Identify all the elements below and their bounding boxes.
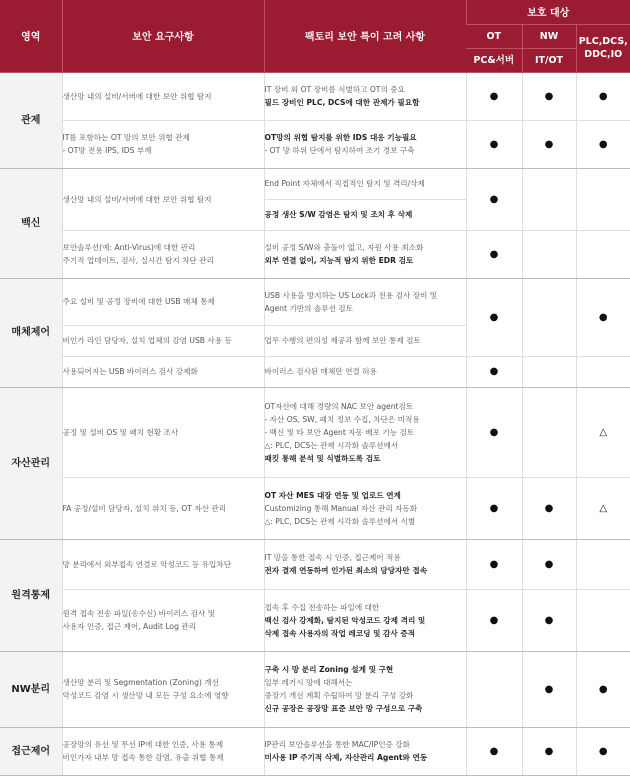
- nw-mark: [522, 387, 576, 477]
- plc-mark: ●: [576, 278, 630, 356]
- requirement-cell: FA 공정/설비 담당자, 설치 위치 등, OT 자산 관리: [62, 477, 264, 539]
- header-nw-sub: IT/OT: [522, 48, 576, 72]
- requirement-cell: 생산망 내의 설비/서버에 대한 보안 위협 탐지: [62, 168, 264, 230]
- plc-mark: △: [576, 477, 630, 539]
- header-area: 영역: [0, 0, 62, 72]
- factory-cell: IT 장비 외 OT 장비를 식별하고 OT의 중요 필드 장비인 PLC, DCS에 대한 관제가 필요함: [264, 72, 466, 120]
- nw-mark: ●: [522, 477, 576, 539]
- header-requirement: 보안 요구사항: [62, 0, 264, 72]
- plc-mark: ●: [576, 727, 630, 775]
- factory-cell: 업무 수행의 편의성 제공과 함께 보안 통제 검토: [264, 325, 466, 356]
- factory-cell: IT 망을 통한 접속 시 인증, 접근제어 적용 전자 결재 연동하여 인가된 최소의 담당자만 접속: [264, 539, 466, 589]
- header-plc-line1: PLC,DCS,: [578, 36, 628, 47]
- factory-cell: OT망의 위협 탐지를 위한 IDS 대응 기능필요 - OT 망 하위 단에서 탐지하여 조기 경보 구축: [264, 120, 466, 168]
- factory-cell: USB 사용을 방지하는 US Lock과 전용 검사 장비 및 Agent 기반의 솔루션 검토: [264, 278, 466, 325]
- area-control: 관제: [0, 72, 62, 168]
- nw-mark: [522, 230, 576, 278]
- area-access-control: 접근제어: [0, 727, 62, 775]
- nw-mark: ●: [522, 72, 576, 120]
- factory-cell: End Point 자체에서 직접적인 탐지 및 격리/삭제: [264, 168, 466, 199]
- ot-mark: ●: [466, 356, 522, 387]
- ot-mark: ●: [466, 168, 522, 230]
- ot-mark: ●: [466, 727, 522, 775]
- ot-mark: ●: [466, 72, 522, 120]
- requirement-cell: 보안솔루션(예: Anti-Virus)에 대한 관리 주기적 업데이트, 검사, 실시간 탐지 차단 관리: [62, 230, 264, 278]
- area-media: 매체제어: [0, 278, 62, 387]
- ot-mark: ●: [466, 477, 522, 539]
- ot-mark: ●: [466, 120, 522, 168]
- nw-mark: [522, 168, 576, 230]
- nw-mark: [522, 356, 576, 387]
- area-nw-separation: NW분리: [0, 651, 62, 727]
- requirement-cell: 공장망의 유선 및 무선 IP에 대한 인증, 사용 통제 비인가자 내부 망 접속 통한 감염, 유출 위협 통제: [62, 727, 264, 775]
- requirement-cell: 망 분리에서 외부접속 연결로 악성코드 등 유입차단: [62, 539, 264, 589]
- requirement-cell: 사용되어지는 USB 바이러스 검사 강제화: [62, 356, 264, 387]
- requirement-cell: 생산망 내의 설비/서버에 대한 보안 위협 탐지: [62, 72, 264, 120]
- requirement-cell: 주요 설비 및 공정 장비에 대한 USB 매체 통제: [62, 278, 264, 325]
- requirement-cell: IT를 포함하는 OT 망의 보안 위협 관제 - OT망 전용 IPS, IDS 부재: [62, 120, 264, 168]
- nw-mark: [522, 278, 576, 356]
- nw-mark: ●: [522, 589, 576, 651]
- plc-mark: ●: [576, 120, 630, 168]
- ot-mark: [466, 651, 522, 727]
- requirement-cell: 원격 접속 전송 파일(송수신) 바이러스 검사 및 사용자 인증, 접근 제어, Audit Log 관리: [62, 589, 264, 651]
- ot-mark: ●: [466, 387, 522, 477]
- header-ot-sub: PC&서버: [466, 48, 522, 72]
- ot-mark: ●: [466, 230, 522, 278]
- ot-mark: ●: [466, 278, 522, 356]
- factory-cell: 설비 공정 S/W와 충돌이 없고, 자원 사용 최소화 외부 연결 없이, 지능적 탐지 위한 EDR 검토: [264, 230, 466, 278]
- plc-mark: [576, 539, 630, 589]
- plc-mark: [576, 589, 630, 651]
- plc-mark: ●: [576, 651, 630, 727]
- header-factory-consideration: 팩토리 보안 특이 고려 사항: [264, 0, 466, 72]
- plc-mark: [576, 356, 630, 387]
- factory-cell: OT 자산 MES 대장 연동 및 업로드 연계 Customizing 통해 Manual 자산 관리 자동화 △: PLC, DCS는 관제 시각화 솔루션에서 식별: [264, 477, 466, 539]
- plc-mark: [576, 230, 630, 278]
- factory-cell: 구축 시 망 분리 Zoning 설계 및 구현 일부 레거시 망에 대해서는 중장기 개선 계획 수립하여 망 분리 구성 강화 신규 공장은 공장망 표준 보안 망 구성으로 구축: [264, 651, 466, 727]
- factory-cell: 공정 생산 S/W 감염은 탐지 및 조치 후 삭제: [264, 199, 466, 230]
- ot-mark: ●: [466, 589, 522, 651]
- factory-cell: 바이러스 검사된 매체만 연결 허용: [264, 356, 466, 387]
- header-nw: NW: [522, 24, 576, 48]
- nw-mark: ●: [522, 120, 576, 168]
- requirement-cell: 생산망 분리 및 Segmentation (Zoning) 개선 악성코드 감염 시 생산망 내 모든 구성 요소에 영향: [62, 651, 264, 727]
- plc-mark: △: [576, 387, 630, 477]
- plc-mark: ●: [576, 72, 630, 120]
- requirement-cell: 비인가 라인 담당자, 설치 업체의 감염 USB 사용 등: [62, 325, 264, 356]
- header-protection-target: 보호 대상: [466, 0, 630, 24]
- nw-mark: ●: [522, 727, 576, 775]
- nw-mark: ●: [522, 651, 576, 727]
- factory-cell: OT자산에 대해 경량의 NAC 보안 agent검토 - 자산 OS, SW, 패치 정보 수집, 차단은 미적용 - 백신 및 타 보안 Agent 자동 배포 기능 검토 △: PLC, DCS는 관제 시각화 솔루션에서 패킷 통해 분석 및 식별하도록 검토: [264, 387, 466, 477]
- factory-cell: 접속 후 수집 전송하는 파일에 대한 백신 검사 강제화, 탐지된 악성코드 강제 격리 및 삭제 접속 사용자의 작업 레코딩 및 감사 증적: [264, 589, 466, 651]
- header-ot: OT: [466, 24, 522, 48]
- area-vaccine: 백신: [0, 168, 62, 278]
- header-plc-line2: DDC,IO: [584, 49, 623, 60]
- area-remote: 원격통제: [0, 539, 62, 651]
- plc-mark: [576, 168, 630, 230]
- requirement-cell: 공정 및 설비 OS 및 패치 현황 조사: [62, 387, 264, 477]
- header-plc: [576, 24, 630, 72]
- ot-mark: ●: [466, 539, 522, 589]
- nw-mark: ●: [522, 539, 576, 589]
- area-asset: 자산관리: [0, 387, 62, 539]
- factory-cell: IP관리 보안솔루션을 통한 MAC/IP인증 강화 미사용 IP 주기적 삭제, 자산관리 Agent와 연동: [264, 727, 466, 775]
